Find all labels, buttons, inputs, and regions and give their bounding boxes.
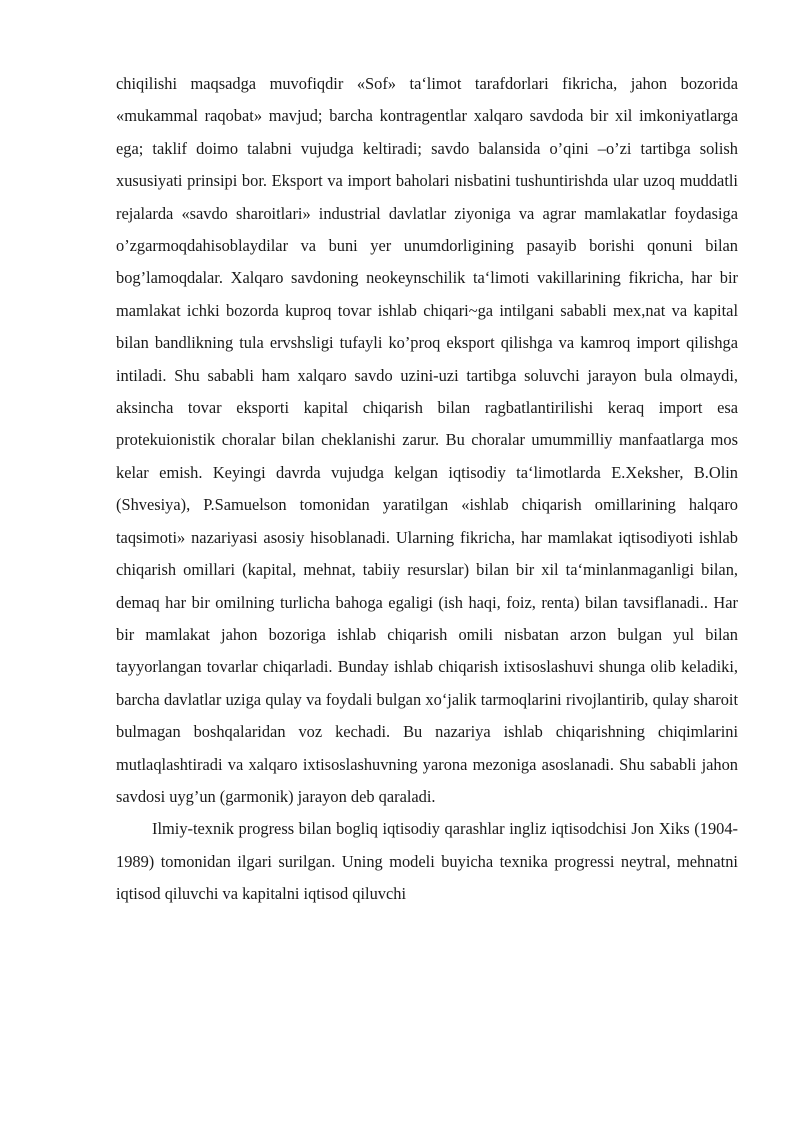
document-page [116, 68, 738, 911]
body-paragraph-1: chiqilishi maqsadga muvofiqdir «Sof» ta‘limot tarafdorlari fikricha, jahon bozorida «mukammal raqobat» mavjud; barcha kontragentlar xalqaro savdoda bir xil imkoniyatlarga ega; taklif doimo talabni vujudga keltiradi; savdo balansida o’qini –o’zi tartibga solish xususiyati prinsipi bor. Eksport va import baholari nisbatini tushuntirishda ular uzoq muddatli rejalarda «savdo sharoitlari» industrial davlatlar ziyoniga va agrar mamlakatlar foydasiga o’zgarmoqdahisoblaydilar va buni yer unumdorligining pasayib borishi qonuni bilan bog’lamoqdalar. Xalqaro savdoning neokeynschilik ta‘limoti vakillarining fikricha, har bir mamlakat ichki bozorda kuproq tovar ishlab chiqari~ga intilgani sababli mex,nat va kapital bilan bandlikning tula ervshsligi tufayli ko’proq eksport qilishga va kamroq import qilishga intiladi. Shu sababli ham xalqaro savdo uzini-uzi tartibga soluvchi jarayon bula olmaydi, aksincha tovar eksporti kapital chiqarish bilan ragbatlantirilishi keraq import esa protekuionistik choralar bilan cheklanishi zarur. Bu choralar umummilliy manfaatlarga mos kelar emish. Keyingi davrda vujudga kelgan iqtisodiy ta‘limotlarda E.Xeksher, B.Olin (Shvesiya), P.Samuelson tomonidan yaratilgan «ishlab chiqarish omillarining halqaro taqsimoti» nazariyasi asosiy hisoblanadi. Ularning fikricha, har mamlakat iqtisodiyoti ishlab chiqarish omillari (kapital, mehnat, tabiiy resurslar) bilan bir xil ta‘minlanmaganligi bilan, demaq har bir omilning turlicha bahoga egaligi (ish haqi, foiz, renta) bilan tavsiflanadi.. Har bir mamlakat jahon bozoriga ishlab chiqarish omili nisbatan arzon bulgan yul bilan tayyorlangan tovarlar chiqarladi. Bunday ishlab chiqarish ixtisoslashuvi shunga olib keladiki, barcha davlatlar uziga qulay va foydali bulgan xo‘jalik tarmoqlarini rivojlantirib, qulay sharoit bulmagan boshqalaridan voz kechadi. Bu nazariya ishlab chiqarishning chiqimlarini mutlaqlashtiradi va xalqaro ixtisoslashuvning yarona mezoniga asoslanadi. Shu sababli jahon savdosi uyg’un (garmonik) jarayon deb qaraladi. [116, 74, 738, 806]
body-paragraph-2: Ilmiy-texnik progress bilan bogliq iqtisodiy qarashlar ingliz iqtisodchisi Jon Xiks (1904-1989) tomonidan ilgari surilgan. Uning modeli buyicha texnika progressi neytral, mehnatni iqtisod qiluvchi va kapitalni iqtisod qiluvchi [116, 819, 738, 904]
